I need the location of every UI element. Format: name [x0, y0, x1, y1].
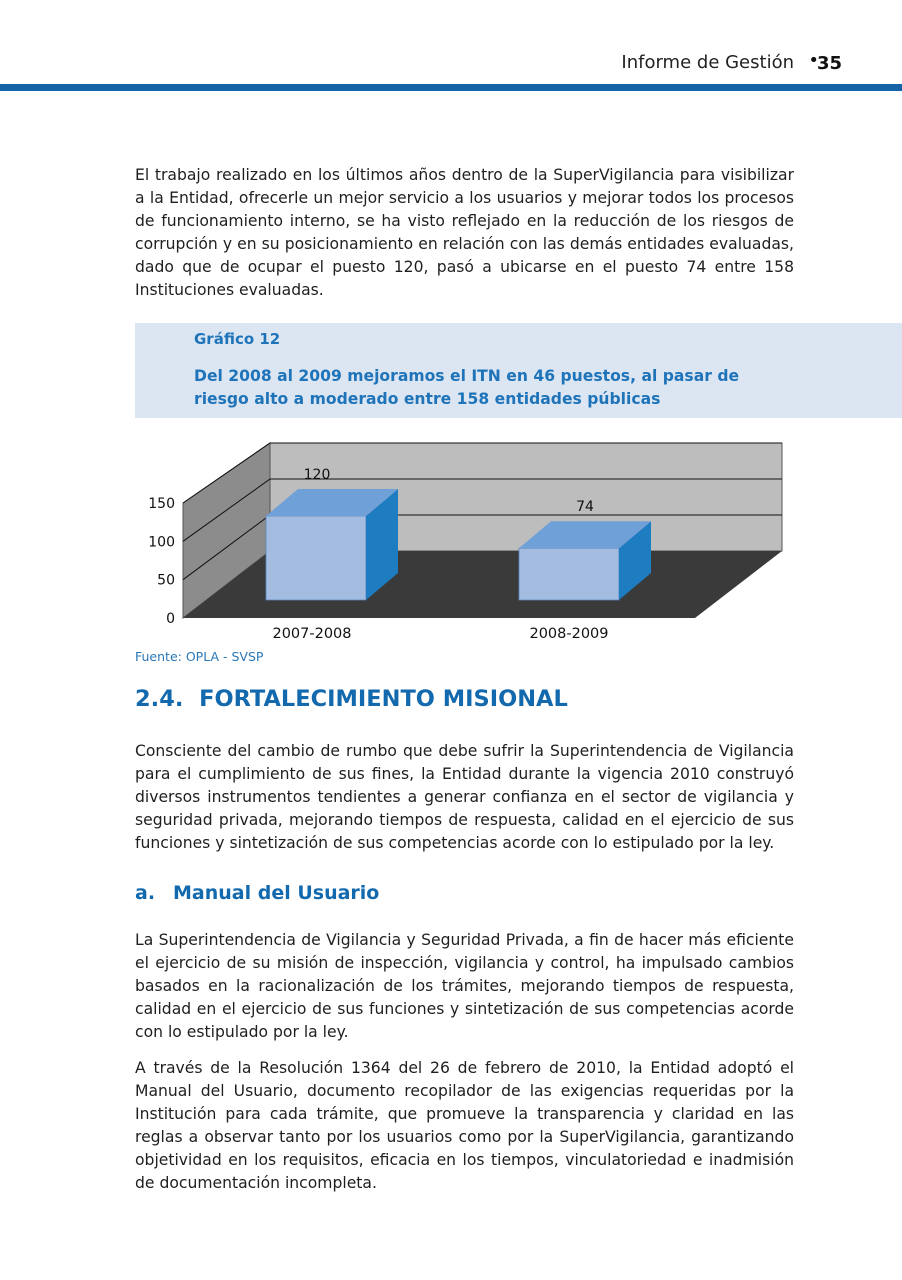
bar-data-label: 74 [576, 499, 594, 516]
header-title: Informe de Gestión [621, 52, 794, 73]
header-rule [0, 84, 902, 91]
y-tick-label: 100 [148, 534, 175, 551]
page-number: 35 [816, 53, 842, 74]
subsection-number: a. [135, 882, 156, 904]
x-category-label: 2008-2009 [529, 626, 609, 642]
figure-source: Fuente: OPLA - SVSP [135, 649, 264, 664]
bar-front [519, 548, 619, 600]
y-tick-label: 150 [148, 496, 175, 512]
bar-front [266, 516, 366, 600]
x-category-label: 2007-2008 [272, 626, 352, 642]
bar-chart [135, 430, 795, 650]
y-tick-label: 0 [166, 611, 175, 627]
y-tick-label: 50 [157, 572, 175, 589]
intro-paragraph: El trabajo realizado en los últimos años dentro de la SuperVigilancia para visibilizar a la Entidad, ofrecerle un mejor servicio a los usuarios y mejorar todos los procesos de funcionamiento interno, se ha visto reflejado en la reducción de los riesgos de corrupción y en su posicionamiento en relación con las demás entidades evaluadas, dado que de ocupar el puesto 120, pasó a ubicarse en el puesto 74 entre 158 Instituciones evaluadas. [135, 166, 794, 299]
subsection-paragraph-2: A través de la Resolución 1364 del 26 de febrero de 2010, la Entidad adoptó el Manual del Usuario, documento recopilador de las exigencias requeridas por la Institución para cada trámite, que promueve la transparencia y claridad en las reglas a observar tanto por los usuarios como por la SuperVigilancia, garantizando objetividad en los requisitos, eficacia en los tiempos, vinculatoriedad e inadmisión de documentación incompleta. [135, 1059, 794, 1192]
section-title-text: FORTALECIMIENTO MISIONAL [199, 686, 568, 712]
figure-label: Gráfico 12 [194, 330, 281, 348]
bar-data-label: 120 [303, 467, 331, 483]
figure-caption: Del 2008 al 2009 mejoramos el ITN en 46 puestos, al pasar de riesgo alto a moderado entre 158 entidades públicas [194, 367, 740, 408]
section-title [135, 686, 568, 712]
subsection-title [135, 882, 379, 904]
subsection-paragraph-1: La Superintendencia de Vigilancia y Seguridad Privada, a fin de hacer más eficiente el ejercicio de su misión de inspección, vigilancia y control, ha impulsado cambios basados en la racionalización de los trámites, mejorando tiempos de respuesta, calidad en el ejercicio de sus funciones y sintetización de sus competencias acorde con lo estipulado por la ley. [135, 931, 794, 1041]
section-paragraph: Consciente del cambio de rumbo que debe sufrir la Superintendencia de Vigilancia para el cumplimiento de sus fines, la Entidad durante la vigencia 2010 construyó diversos instrumentos tendientes a generar confianza en el sector de vigilancia y seguridad privada, mejorando tiempos de respuesta, calidad en el ejercicio de sus funciones y sintetización de sus competencias acorde con lo estipulado por la ley. [135, 742, 794, 852]
header-bullet: • [808, 50, 819, 71]
chart-svg [135, 430, 795, 650]
subsection-title-text: Manual del Usuario [173, 882, 380, 904]
section-number: 2.4. [135, 686, 184, 712]
